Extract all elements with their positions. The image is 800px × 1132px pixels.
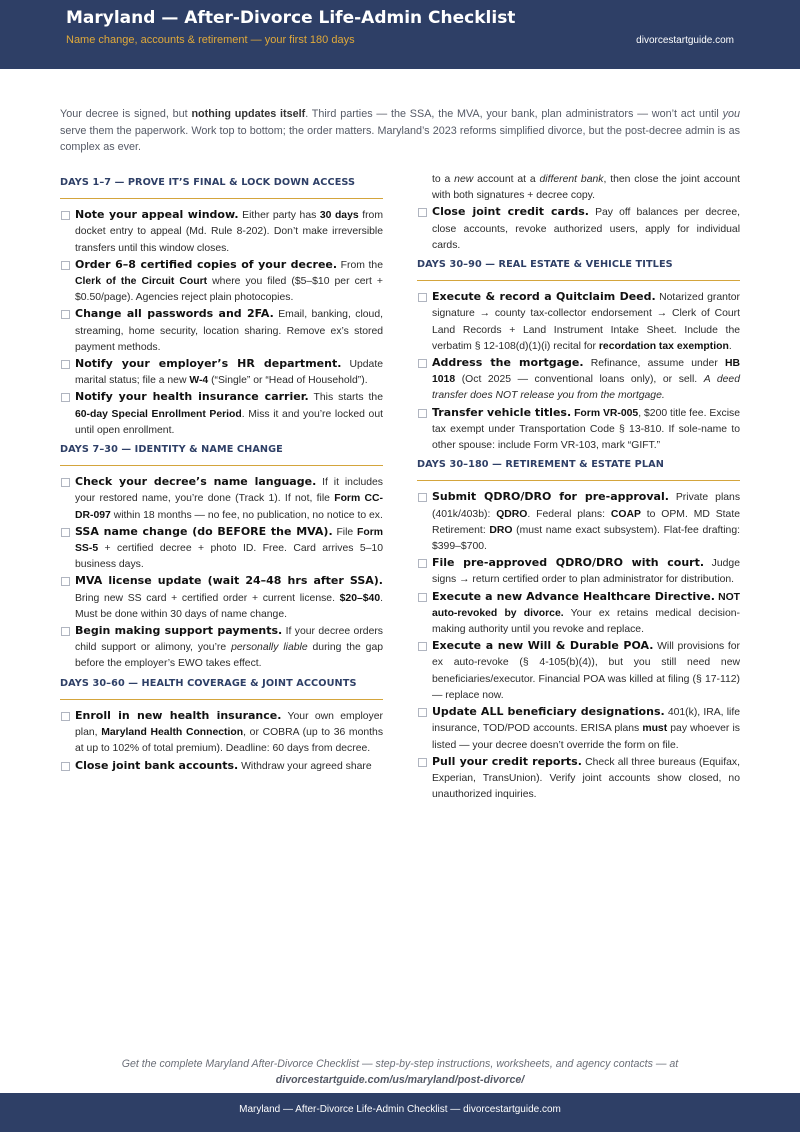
section-heading: DAYS 30–60 — HEALTH COVERAGE & JOINT ACCOUNTS bbox=[60, 673, 383, 700]
section-heading: DAYS 30–180 — RETIREMENT & ESTATE PLAN bbox=[417, 454, 740, 481]
checkbox[interactable] bbox=[61, 478, 70, 487]
checkbox[interactable] bbox=[61, 577, 70, 586]
checkbox[interactable] bbox=[61, 627, 70, 636]
checklist-item: Close joint bank accounts. Withdraw your agreed share bbox=[60, 758, 383, 775]
checklist-item: MVA license update (wait 24–48 hrs after SSA). Bring new SS card + certified order + current license. $20–$40. Must be done within 30 days of name change. bbox=[60, 573, 383, 623]
checklist-item: Pull your credit reports. Check all three bureaus (Equifax, Experian, TransUnion). Verify joint accounts show closed, no unauthorized inquiries. bbox=[417, 754, 740, 804]
checkbox[interactable] bbox=[61, 528, 70, 537]
checklist-item: Note your appeal window. Either party has 30 days from docket entry to appeal (Md. Rule 8-202). Don’t make irreversible transfers until this window closes. bbox=[60, 207, 383, 257]
checklist-item-continued: to a new account at a different bank, then close the joint account with both signatures + decree copy. bbox=[432, 174, 741, 202]
footer-note-text: Get the complete Maryland After-Divorce Checklist — step-by-step instructions, worksheets, and agency contacts — at bbox=[121, 1058, 679, 1070]
checklist-item: Transfer vehicle titles. Form VR-005, $200 title fee. Excise tax exempt under Transportation Code § 13-810. If sole-name to other spouse: include Form VR-103, mark “GIFT.” bbox=[417, 405, 740, 455]
checkbox[interactable] bbox=[418, 409, 427, 418]
checklist-item: Notify your employer’s HR department. Update marital status; file a new W-4 (“Single” or “Head of Household”). bbox=[60, 356, 383, 389]
checkbox[interactable] bbox=[61, 762, 70, 771]
checkbox[interactable] bbox=[61, 310, 70, 319]
left-column bbox=[60, 172, 383, 775]
checkbox[interactable] bbox=[61, 211, 70, 220]
checkbox[interactable] bbox=[418, 293, 427, 302]
footer-bar bbox=[0, 1093, 800, 1132]
checkbox[interactable] bbox=[418, 493, 427, 502]
site-link[interactable]: divorcestartguide.com bbox=[636, 35, 734, 46]
intro-paragraph: Your decree is signed, but nothing updates itself. Third parties — the SSA, the MVA, your bank, plan administrators — won’t act until you serve them the paperwork. Work top to bottom; the order matters. Maryland’s 2023 reforms simplified divorce, but the post-decree admin is as complex as ever. bbox=[60, 108, 741, 153]
page-title: Maryland — After-Divorce Life-Admin Checklist bbox=[66, 8, 516, 28]
checklist-item: Submit QDRO/DRO for pre-approval. Private plans (401k/403b): QDRO. Federal plans: COAP to OPM. MD State Retirement: DRO (must name exact subsystem). Flat-fee drafting: $399–$700. bbox=[417, 489, 740, 555]
checkbox[interactable] bbox=[418, 559, 427, 568]
checklist-item: Address the mortgage. Refinance, assume under HB 1018 (Oct 2025 — conventional loans only), or sell. A deed transfer does NOT release you from the mortgage. bbox=[417, 355, 740, 405]
page-subtitle: Name change, accounts & retirement — your first 180 days bbox=[66, 34, 355, 46]
checkbox[interactable] bbox=[61, 261, 70, 270]
checklist-item: Enroll in new health insurance. Your own employer plan, Maryland Health Connection, or COBRA (up to 36 months at up to 102% of total premium). Deadline: 60 days from decree. bbox=[60, 708, 383, 758]
checkbox[interactable] bbox=[61, 360, 70, 369]
section-heading: DAYS 30–90 — REAL ESTATE & VEHICLE TITLES bbox=[417, 254, 740, 281]
checklist-item: Begin making support payments. If your decree orders child support or alimony, you’re personally liable during the gap before the employer’s EWO takes effect. bbox=[60, 623, 383, 673]
checklist-item: Execute a new Will & Durable POA. Will provisions for ex auto-revoke (§ 4-105(b)(4)), but you still need new beneficiaries/executor. Financial POA was killed at filing (§ 17-112) — replace now. bbox=[417, 638, 740, 704]
checklist-item: Execute & record a Quitclaim Deed. Notarized grantor signature → county tax-collector endorsement → Clerk of Court Land Records + Land Instrument Intake Sheet. Include the verbatim § 12-108(d)(1)(i) recital for recordation tax exemption. bbox=[417, 289, 740, 355]
checkbox[interactable] bbox=[418, 758, 427, 767]
right-column bbox=[417, 172, 740, 803]
checklist-item: Close joint credit cards. Pay off balances per decree, close accounts, revoke authorized users, apply for individual cards. bbox=[417, 204, 740, 254]
checkbox[interactable] bbox=[418, 359, 427, 368]
checklist-item: Order 6–8 certified copies of your decree. From the Clerk of the Circuit Court where you filed ($5–$10 per cert + $0.50/page). Agencies reject plain photocopies. bbox=[60, 257, 383, 307]
header-banner bbox=[0, 0, 800, 69]
checkbox[interactable] bbox=[61, 712, 70, 721]
checklist-item: Notify your health insurance carrier. This starts the 60-day Special Enrollment Period. Miss it and you’re locked out until open enrollment. bbox=[60, 389, 383, 439]
checklist-item: Change all passwords and 2FA. Email, banking, cloud, streaming, home security, location sharing. Remove ex’s stored payment methods. bbox=[60, 306, 383, 356]
checkbox[interactable] bbox=[418, 208, 427, 217]
checkbox[interactable] bbox=[61, 393, 70, 402]
footer-link[interactable]: divorcestartguide.com/us/maryland/post-divorce/ bbox=[275, 1074, 525, 1086]
section-heading: DAYS 1–7 — PROVE IT’S FINAL & LOCK DOWN ACCESS bbox=[60, 172, 383, 199]
checkbox[interactable] bbox=[418, 642, 427, 651]
checklist-item: Execute a new Advance Healthcare Directive. NOT auto-revoked by divorce. Your ex retains medical decision-making authority until you revoke and replace. bbox=[417, 589, 740, 639]
checklist-item: SSA name change (do BEFORE the MVA). File Form SS-5 + certified decree + photo ID. Free. Card arrives 5–10 business days. bbox=[60, 524, 383, 574]
checklist-item: Check your decree’s name language. If it includes your restored name, you’re done (Track 1). If not, file Form CC-DR-097 within 18 months — no fee, no publication, no notice to ex. bbox=[60, 474, 383, 524]
footer-note bbox=[60, 1056, 740, 1088]
checklist-item: File pre-approved QDRO/DRO with court. Judge signs → return certified order to plan administrator for distribution. bbox=[417, 555, 740, 588]
section-heading: DAYS 7–30 — IDENTITY & NAME CHANGE bbox=[60, 439, 383, 466]
footer-bar-text: Maryland — After-Divorce Life-Admin Checklist — divorcestartguide.com bbox=[239, 1104, 561, 1115]
checkbox[interactable] bbox=[418, 593, 427, 602]
checkbox[interactable] bbox=[418, 708, 427, 717]
checklist-item: Update ALL beneficiary designations. 401(k), IRA, life insurance, TOD/POD accounts. ERISA plans must pay whoever is listed — your decree doesn’t override the form on file. bbox=[417, 704, 740, 754]
